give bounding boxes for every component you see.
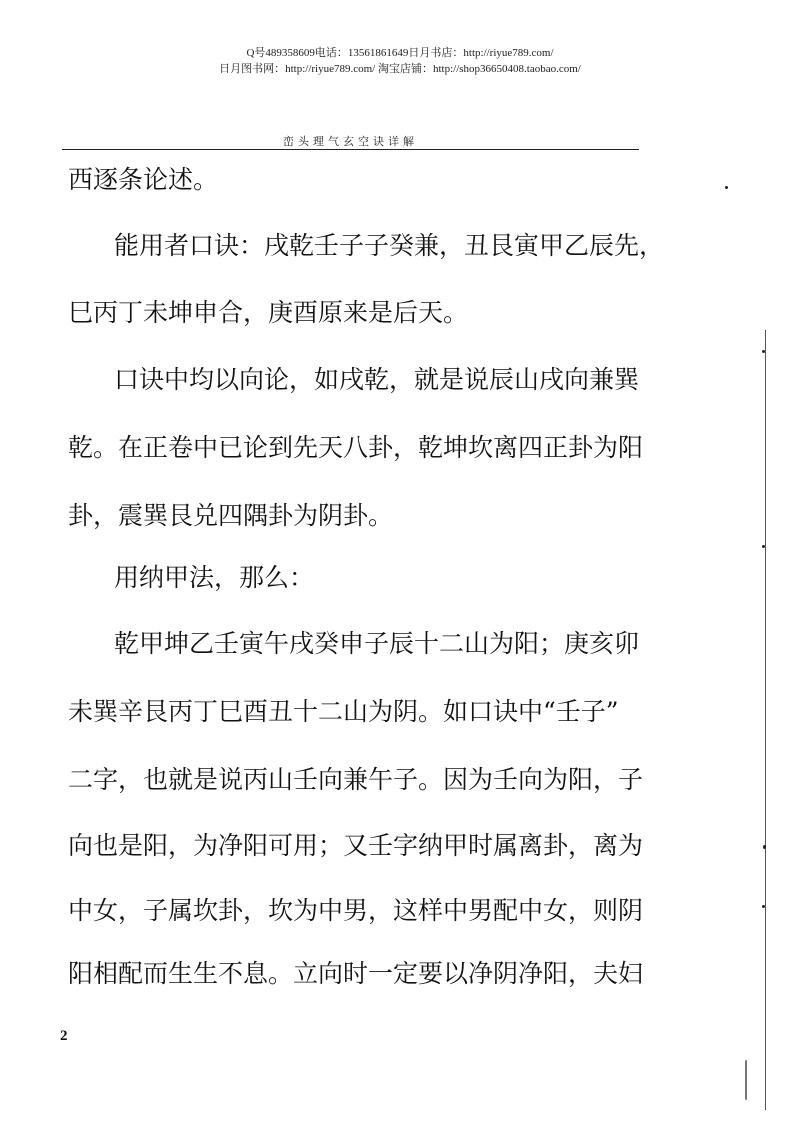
scan-speck [745, 1060, 747, 1100]
scan-speck [762, 350, 765, 353]
page-number: 2 [60, 1028, 68, 1044]
watermark-line-2: 日月图书网：http://riyue789.com/ 淘宝店铺：http://shop36650408.taobao.com/ [219, 63, 581, 75]
scan-speck [725, 186, 728, 189]
body-line-6: 卦，震巽艮兑四隅卦为阴卦。 [68, 501, 394, 530]
scan-speck [763, 845, 766, 849]
body-line-11: 向也是阳，为净阳可用；又壬字纳甲时属离卦，离为 [68, 831, 644, 860]
body-line-2: 能用者口诀：戌乾壬子子癸兼，丑艮寅甲乙辰先， [114, 231, 665, 260]
body-line-3: 巳丙丁未坤申合，庚酉原来是后天。 [68, 298, 469, 327]
body-line-12: 中女，子属坎卦，坎为中男，这样中男配中女，则阴 [68, 896, 644, 925]
scan-edge-line [765, 330, 766, 1110]
body-line-4: 口诀中均以向论，如戌乾，就是说辰山戌向兼巽 [114, 365, 640, 394]
body-line-1: 西逐条论述。 [68, 165, 219, 194]
body-line-13: 阳相配而生生不息。立向时一定要以净阴净阳，夫妇 [68, 959, 644, 988]
body-line-10: 二字，也就是说丙山壬向兼午子。因为壬向为阳，子 [68, 765, 644, 794]
body-line-8: 乾甲坤乙壬寅午戌癸申子辰十二山为阳；庚亥卯 [114, 629, 640, 658]
running-header: 峦头理气玄空诀详解 [283, 135, 418, 148]
body-line-7: 用纳甲法，那么： [114, 563, 315, 592]
header-rule [62, 149, 639, 150]
scan-speck [762, 545, 765, 548]
watermark-line-1: Q号489358609电话：13561861649日月书店：http://riyue789.com/ [246, 47, 554, 59]
scan-speck [762, 905, 765, 908]
body-line-9: 未巽辛艮丙丁巳酉丑十二山为阴。如口诀中“壬子” [68, 697, 619, 726]
body-line-5: 乾。在正卷中已论到先天八卦，乾坤坎离四正卦为阳 [68, 433, 644, 462]
